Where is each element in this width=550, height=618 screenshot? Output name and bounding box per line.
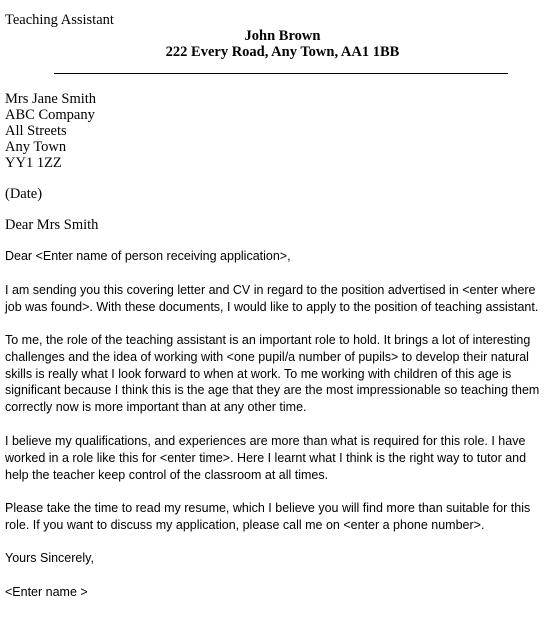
greeting-line: Dear <Enter name of person receiving application>, [5,249,291,263]
header-divider [54,73,508,74]
recipient-line: All Streets [5,123,67,139]
signature-placeholder: <Enter name > [5,585,88,599]
body-paragraph: To me, the role of the teaching assistant is an important role to hold. It brings a lot of interesting challenges and the idea of working with <one pupil/a number of pupils> to develop their natural skills is really what I look forward to when at work. To me working with children of this age is significant because I think this is the age that they are the most impressionable so teaching them correctly now is more important than at any other time. [5,333,540,415]
sender-block [0,28,550,60]
recipient-line: ABC Company [5,107,95,123]
body-paragraph: I am sending you this covering letter and CV in regard to the position advertised in <enter where job was found>. With these documents, I would like to apply to the position of teaching assistant. [5,283,539,314]
recipient-line: YY1 1ZZ [5,155,62,171]
recipient-line: Mrs Jane Smith [5,91,97,107]
sender-address: 222 Every Road, Any Town, AA1 1BB [165,44,400,60]
closing-line: Yours Sincerely, [5,551,94,565]
letter-date: (Date) [5,186,43,202]
recipient-address-block [5,91,96,171]
document-title: Teaching Assistant [5,12,114,28]
body-paragraph: Please take the time to read my resume, which I believe you will find more than suitable for this role. If you want to discuss my application, please call me on <enter a phone number>. [5,501,531,532]
sender-name: John Brown [244,28,321,44]
recipient-line: Any Town [5,139,67,155]
formal-salutation: Dear Mrs Smith [5,217,99,233]
body-paragraph: I believe my qualifications, and experiences are more than what is required for this role. I have worked in a role like this for <enter time>. Here I learnt what I think is the right way to tutor and help the teacher keep control of the classroom at all times. [5,434,527,482]
